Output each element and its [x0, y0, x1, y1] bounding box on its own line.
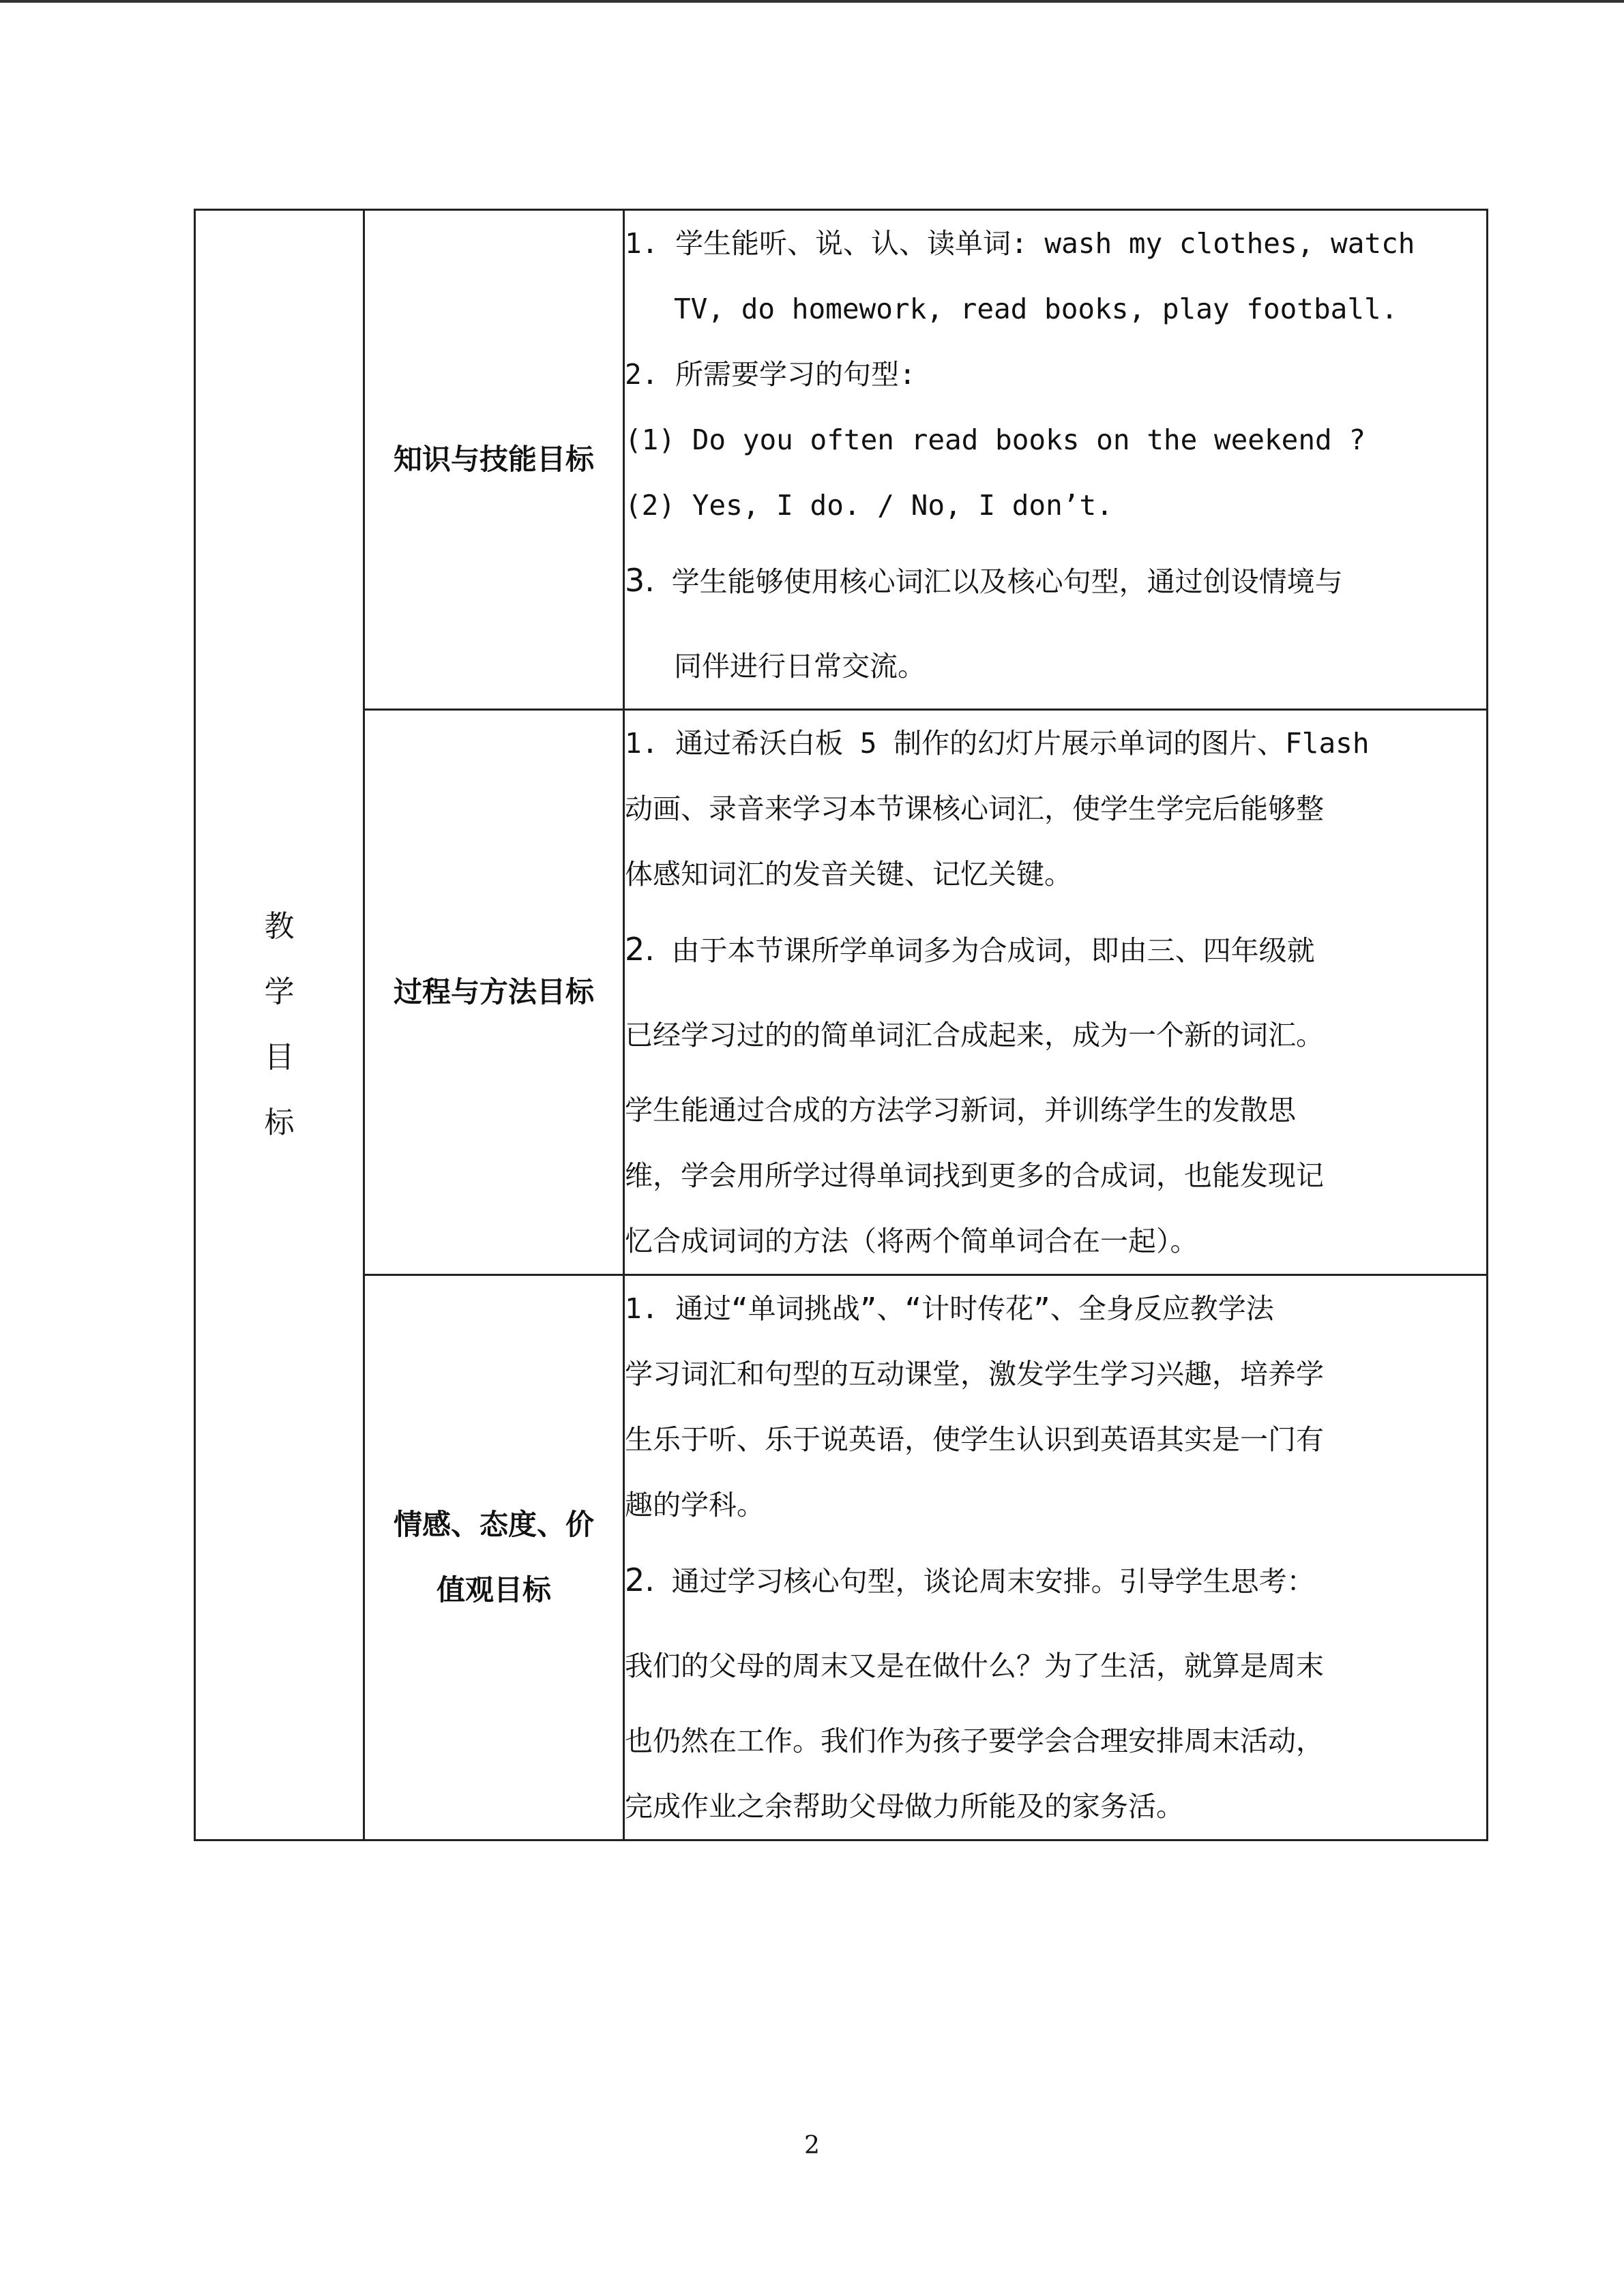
content-line: 我们的父母的周末又是在做什么？为了生活，就算是周末 — [625, 1650, 1324, 1682]
subcategory-emotion-attitude-values — [364, 1275, 624, 1840]
content-line: 忆合成词词的方法（将两个简单词合在一起）。 — [625, 1225, 1198, 1257]
content-line: 同伴进行日常交流。 — [674, 650, 926, 683]
content-line: 也仍然在工作。我们作为孩子要学会合理安排周末活动， — [625, 1725, 1324, 1757]
category-char: 教 — [264, 909, 295, 944]
subcategory-label: 知识与技能目标 — [393, 443, 594, 476]
content-line: TV, do homework, read books, play football. — [674, 293, 1398, 325]
subcategory-label: 值观目标 — [436, 1573, 551, 1607]
content-line: 完成作业之余帮助父母做力所能及的家务活。 — [625, 1790, 1184, 1823]
content-line: (2) Yes, I do. / No, I don’t. — [625, 489, 1113, 522]
content-line: 1. 通过“单词挑战”、“计时传花”、全身反应教学法 — [625, 1292, 1274, 1325]
content-text: 由于本节课所学单词多为合成词，即由三、四年级就 — [671, 934, 1315, 967]
content-text: 通过学习核心句型，谈论周末安排。引导学生思考： — [671, 1565, 1315, 1598]
table-row-knowledge-skills — [195, 210, 1488, 710]
item-number: 3. — [625, 562, 655, 599]
content-line: 动画、录音来学习本节课核心词汇，使学生学完后能够整 — [625, 792, 1324, 825]
content-emotion-attitude-values — [624, 1275, 1488, 1840]
content-line: 1. 通过希沃白板 5 制作的幻灯片展示单词的图片、Flash — [625, 727, 1370, 760]
item-number: 2. — [625, 931, 655, 968]
table-row-process-methods — [195, 710, 1488, 1275]
content-line: 生乐于听、乐于说英语，使学生认识到英语其实是一门有 — [625, 1423, 1324, 1456]
subcategory-label: 情感、态度、价 — [393, 1508, 594, 1541]
table-row-emotion-attitude-values — [195, 1275, 1488, 1840]
main-category-label — [196, 894, 363, 1156]
content-text: 学生能够使用核心词汇以及核心句型，通过创设情境与 — [671, 565, 1343, 598]
page-number: 2 — [804, 2132, 820, 2160]
main-category-cell — [195, 210, 364, 1840]
teaching-goals-table — [194, 209, 1488, 1841]
content-line: 已经学习过的的简单词汇合成起来，成为一个新的词汇。 — [625, 1019, 1324, 1052]
top-border-line — [0, 0, 1624, 3]
subcategory-label: 过程与方法目标 — [393, 975, 594, 1009]
content-line: 学习词汇和句型的互动课堂，激发学生学习兴趣，培养学 — [625, 1358, 1324, 1390]
content-process-methods — [624, 710, 1488, 1275]
content-line: 2. 所需要学习的句型: — [625, 358, 916, 391]
content-line — [625, 538, 1486, 624]
content-knowledge-skills — [624, 210, 1488, 710]
content-line: 学生能通过合成的方法学习新词，并训练学生的发散思 — [625, 1094, 1296, 1127]
content-line — [625, 907, 1486, 993]
subcategory-process-methods — [364, 710, 624, 1275]
category-char: 学 — [264, 974, 295, 1009]
content-line: 趣的学科。 — [625, 1489, 765, 1521]
item-number: 2. — [625, 1562, 655, 1598]
category-char: 标 — [264, 1105, 295, 1140]
subcategory-knowledge-skills — [364, 210, 624, 710]
content-line: (1) Do you often read books on the weekend ? — [625, 423, 1366, 456]
category-char: 目 — [264, 1040, 295, 1075]
content-line: 体感知词汇的发音关键、记忆关键。 — [625, 858, 1072, 891]
content-line: 维，学会用所学过得单词找到更多的合成词，也能发现记 — [625, 1159, 1324, 1192]
content-line: 1. 学生能听、说、认、读单词: wash my clothes, watch — [625, 227, 1415, 260]
content-line — [625, 1538, 1486, 1624]
